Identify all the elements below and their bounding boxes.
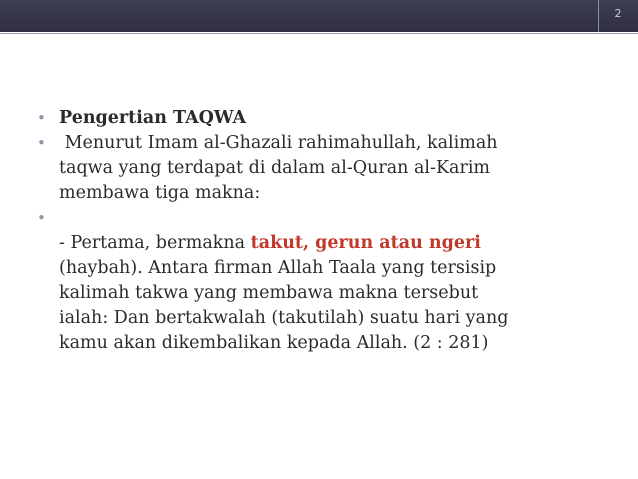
bullet-icon: • [37, 134, 46, 152]
bullet-heading [37, 106, 617, 131]
meaning-line: kalimah takwa yang membawa makna tersebut [59, 283, 479, 303]
meaning-line [59, 231, 617, 256]
section-heading: Pengertian TAQWA [59, 108, 247, 128]
header-rule [0, 33, 638, 34]
slide-header-bar [0, 0, 638, 32]
meaning-line: kamu akan dikembalikan kepada Allah. (2 : 281) [59, 333, 489, 353]
meaning-prefix: - Pertama, bermakna [59, 233, 251, 253]
meaning-line: (haybah). Antara firman Allah Taala yang tersisip [59, 258, 497, 278]
page-number-divider [598, 0, 599, 32]
bullet-icon: • [37, 209, 46, 227]
bullet-icon: • [37, 109, 46, 127]
definition-line: Menurut Imam al-Ghazali rahimahullah, kalimah [59, 133, 498, 153]
highlighted-meaning: takut, gerun atau ngeri [250, 233, 481, 253]
definition-line: membawa tiga makna: [59, 183, 261, 203]
bullet-definition [37, 131, 617, 206]
definition-line: taqwa yang terdapat di dalam al-Quran al-Karim [59, 158, 491, 178]
page-number: 2 [614, 7, 622, 20]
blank-line [59, 206, 617, 231]
bullet-first-meaning [37, 206, 617, 356]
slide-body [37, 106, 617, 356]
meaning-line: ialah: Dan bertakwalah (takutilah) suatu hari yang [59, 308, 509, 328]
